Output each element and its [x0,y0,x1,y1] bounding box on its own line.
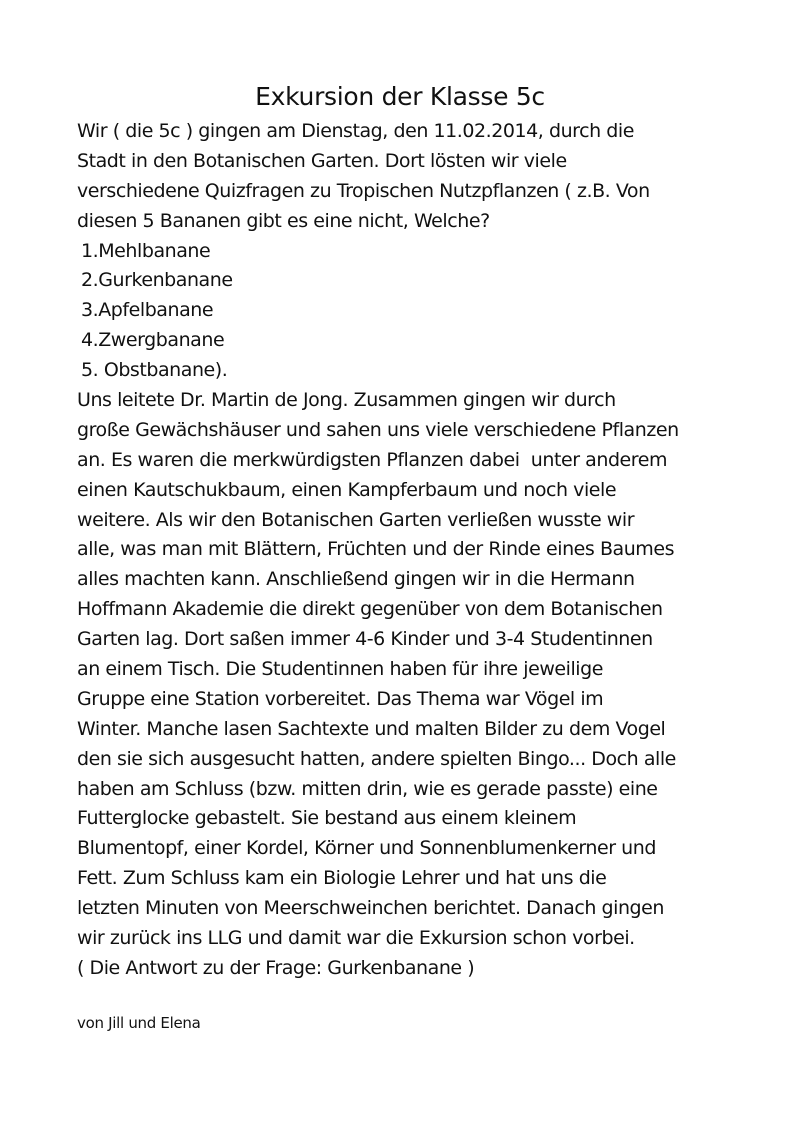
body-line: diesen 5 Bananen gibt es eine nicht, Welche? [77,209,490,232]
body-line: Uns leitete Dr. Martin de Jong. Zusammen gingen wir durch [77,389,616,412]
body-line: Garten lag. Dort saßen immer 4-6 Kinder und 3-4 Studentinnen [77,628,653,651]
author-credit: von Jill und Elena [77,1014,201,1032]
body-line: alles machten kann. Anschließend gingen wir in die Hermann [77,568,635,591]
body-line: einen Kautschukbaum, einen Kampferbaum und noch viele [77,478,617,501]
body-line: letzten Minuten von Meerschweinchen berichtet. Danach gingen [77,897,664,920]
body-line: Gruppe eine Station vorbereitet. Das Thema war Vögel im [77,687,604,710]
body-line: Stadt in den Botanischen Garten. Dort lösten wir viele [77,149,567,172]
answer-line: ( Die Antwort zu der Frage: Gurkenbanane ) [77,956,475,979]
body-line: an. Es waren die merkwürdigsten Pflanzen dabei unter anderem [77,448,668,471]
list-item: 4.Zwergbanane [81,329,225,352]
body-line: große Gewächshäuser und sahen uns viele verschiedene Pflanzen [77,418,679,441]
body-line: den sie sich ausgesucht hatten, andere spielten Bingo... Doch alle [77,747,676,770]
list-item: 3.Apfelbanane [81,299,214,322]
body-line: weitere. Als wir den Botanischen Garten verließen wusste wir [77,508,635,531]
body-line: alle, was man mit Blättern, Früchten und der Rinde eines Baumes [77,538,675,561]
document-title: Exkursion der Klasse 5c [255,82,545,111]
body-line: an einem Tisch. Die Studentinnen haben für ihre jeweilige [77,658,603,681]
body-line: wir zurück ins LLG und damit war die Exkursion schon vorbei. [77,927,635,950]
body-line: Fett. Zum Schluss kam ein Biologie Lehrer und hat uns die [77,867,607,890]
body-line: Blumentopf, einer Kordel, Körner und Sonnenblumenkerner und [77,837,656,860]
body-line: Hoffmann Akademie die direkt gegenüber von dem Botanischen [77,598,663,621]
body-line: Wir ( die 5c ) gingen am Dienstag, den 11.02.2014, durch die [77,120,634,142]
body-line: Winter. Manche lasen Sachtexte und malten Bilder zu dem Vogel [77,717,666,740]
body-line: haben am Schluss (bzw. mitten drin, wie es gerade passte) eine [77,777,658,800]
document-body [77,117,777,984]
list-item: 5. Obstbanane). [81,359,228,382]
list-item: 2.Gurkenbanane [81,269,233,292]
body-line: Futterglocke gebastelt. Sie bestand aus einem kleinem [77,807,577,830]
body-line: verschiedene Quizfragen zu Tropischen Nutzpflanzen ( z.B. Von [77,179,650,202]
list-item: 1.Mehlbanane [81,239,211,262]
